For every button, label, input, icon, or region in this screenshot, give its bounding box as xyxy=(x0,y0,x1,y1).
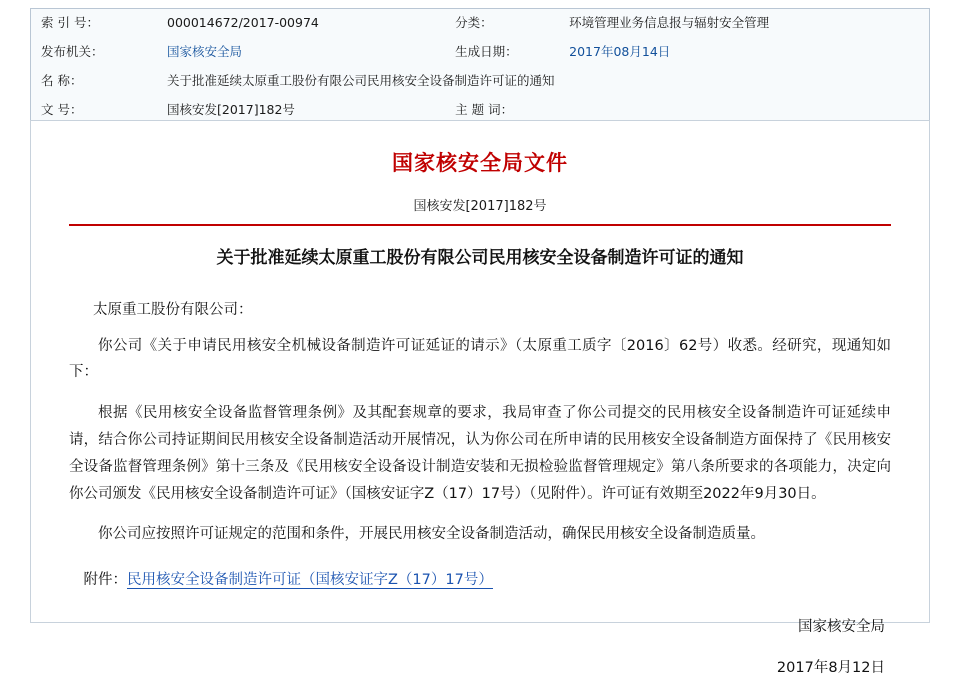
attachment-label: 附件： xyxy=(83,572,127,589)
table-row xyxy=(31,38,929,67)
signer: 国家核安全局 xyxy=(798,619,885,636)
paragraph-3: 你公司应按照许可证规定的范围和条件，开展民用核安全设备制造活动，确保民用核安全设备制造质量。 xyxy=(98,526,765,543)
issuing-organization-title: 国家核安全局文件 xyxy=(392,151,568,175)
table-row xyxy=(31,9,929,38)
page-title: 关于批准延续太原重工股份有限公司民用核安全设备制造许可证的通知 xyxy=(216,248,744,268)
metadata-value-docnum: 国核安发[2017]182号 xyxy=(167,101,295,117)
document-number: 国核安发[2017]182号 xyxy=(413,199,547,214)
table-row xyxy=(31,67,929,96)
metadata-label-publisher: 发布机关： xyxy=(41,43,104,59)
metadata-label-category: 分类： xyxy=(455,15,493,30)
sign-date: 2017年8月12日 xyxy=(776,660,885,677)
metadata-panel xyxy=(30,8,930,126)
metadata-label-index: 索 引 号： xyxy=(41,15,99,30)
red-divider xyxy=(69,224,891,226)
paragraph-1: 你公司《关于申请民用核安全机械设备制造许可证延证的请示》（太原重工质字〔2016〕62号）收悉。经研究，现通知如下： xyxy=(69,337,891,381)
metadata-label-docnum: 文 号： xyxy=(41,101,83,117)
metadata-value-index: 000014672/2017-00974 xyxy=(167,15,319,30)
metadata-value-category: 环境管理业务信息报与辐射安全管理 xyxy=(569,15,770,30)
document-body-panel xyxy=(30,120,930,677)
attachment-link[interactable]: 民用核安全设备制造许可证（国核安证字Z（17）17号） xyxy=(127,572,493,589)
addressee: 太原重工股份有限公司： xyxy=(93,301,253,318)
metadata-value-name: 关于批准延续太原重工股份有限公司民用核安全设备制造许可证的通知 xyxy=(167,72,555,88)
metadata-label-created: 生成日期： xyxy=(455,43,518,59)
metadata-value-publisher: 国家核安全局 xyxy=(167,43,243,59)
paragraph-2: 根据《民用核安全设备监督管理条例》及其配套规章的要求，我局审查了你公司提交的民用核安全设备制造许可证延续申请，结合你公司持证期间民用核安全设备制造活动开展情况，认为你公司在所申请的民用核安全设备制造方面保持了《民用核安全设备监督管理条例》第十三条及《民用核安全设备设计制造安装和无损检验监督管理规定》第八条所要求的各项能力，决定向你公司颁发《民用核安全设备制造许可证》（国核安证字Z（17）17号）（见附件）。许可证有效期至2022年9月30日。 xyxy=(69,405,891,502)
metadata-label-keywords: 主 题 词： xyxy=(455,101,514,117)
attachment-line xyxy=(69,568,891,589)
metadata-value-created: 2017年08月14日 xyxy=(569,43,671,59)
metadata-table xyxy=(31,9,929,125)
metadata-label-name: 名 称： xyxy=(41,72,83,88)
